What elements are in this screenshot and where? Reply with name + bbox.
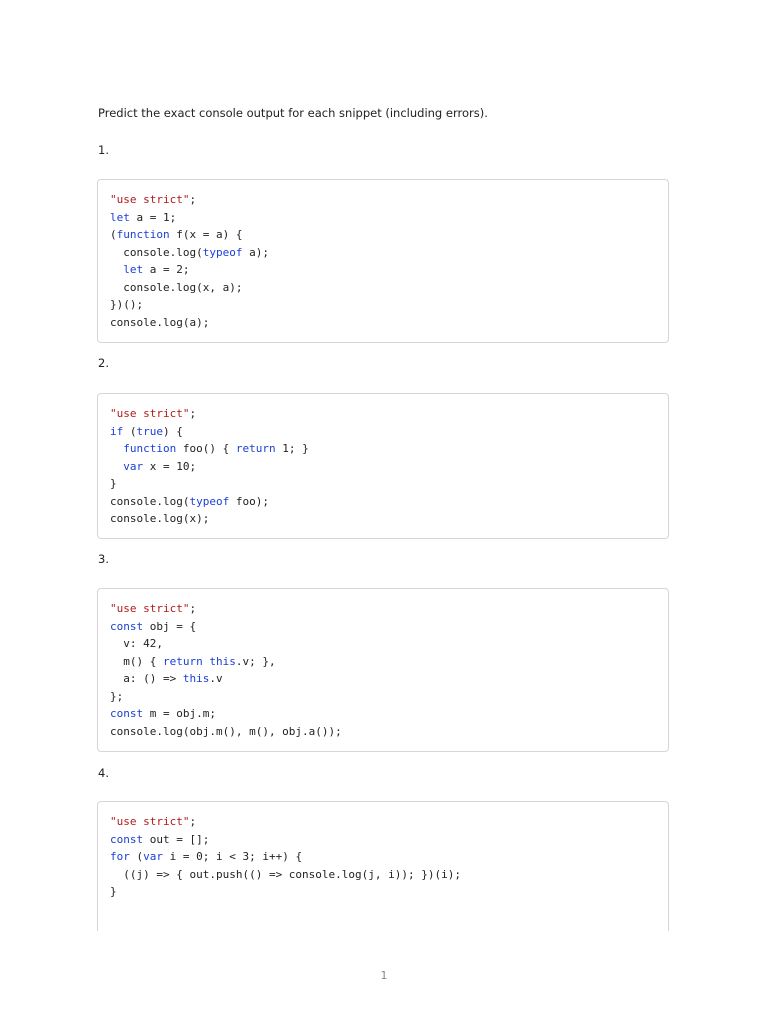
code-token: })(); (110, 298, 144, 311)
code-string: "use strict" (110, 407, 190, 420)
code-token: console.log(x); (110, 512, 210, 525)
code-string: "use strict" (110, 815, 190, 828)
snippet-4-label: 4. (98, 766, 109, 780)
code-token: ) { (163, 424, 183, 438)
code-token: ( (110, 228, 117, 241)
code-keyword: function (123, 442, 177, 455)
code-keyword: typeof (189, 494, 230, 508)
code-token: .v (209, 672, 223, 685)
code-token: ( (123, 424, 137, 438)
code-block-1 (97, 179, 669, 343)
code-keyword: true (136, 424, 163, 438)
code-keyword: const (110, 832, 144, 846)
code-token: a = 2; (143, 263, 190, 276)
code-keyword: const (110, 707, 144, 720)
code-keyword: return (162, 654, 203, 668)
code-keyword: for (110, 850, 130, 863)
code-token: console.log(x, a); (110, 280, 243, 294)
code-token: ; (189, 193, 197, 206)
code-string: "use strict" (110, 193, 190, 206)
code-token: 1; } (275, 442, 309, 455)
code-token: obj = { (143, 619, 197, 633)
code-keyword: const (110, 619, 144, 633)
code-token: ; (189, 407, 197, 420)
code-token (110, 460, 123, 473)
code-token: v: 42, (110, 637, 163, 650)
snippet-2-label: 2. (98, 356, 109, 370)
code-token: } (110, 885, 117, 898)
code-token: ; (189, 602, 197, 615)
code-block-3 (97, 588, 669, 752)
instructions: Predict the exact console output for each snippet (including errors). (98, 106, 488, 120)
code-keyword: typeof (202, 245, 243, 259)
code-token: ((j) => { out.push(() => console.log(j, i)); })(i); (110, 867, 461, 881)
code-keyword: function (116, 228, 170, 241)
code-token: console.log( (110, 494, 190, 508)
code-token: .v; }, (235, 654, 276, 668)
page-number: 1 (380, 969, 388, 982)
code-token: console.log(obj.m(), m(), obj.a()); (110, 724, 342, 738)
code-keyword: this (209, 654, 236, 668)
code-token: m() { (110, 654, 163, 668)
code-keyword: this (182, 672, 210, 685)
code-token: a); (242, 245, 269, 259)
code-token: f(x = a) { (169, 228, 243, 241)
code-token: ; (189, 815, 197, 828)
snippet-3-label: 3. (98, 552, 109, 566)
code-token: ( (129, 850, 144, 863)
code-token: x = 10; (143, 459, 197, 473)
code-token: foo); (229, 494, 269, 508)
code-token: a: () => (110, 672, 183, 685)
code-keyword: return (235, 442, 276, 455)
code-token: } (110, 477, 117, 490)
code-keyword: var (143, 850, 163, 863)
code-token: i = 0; i < 3; i++) { (163, 850, 303, 863)
code-keyword: var (123, 459, 144, 473)
code-token (110, 442, 123, 455)
code-token: m = obj.m; (143, 707, 216, 720)
code-token: console.log(a); (110, 315, 210, 329)
code-text (110, 405, 656, 528)
code-keyword: if (110, 424, 124, 438)
code-text (110, 600, 656, 740)
code-block-4 (97, 801, 669, 931)
code-token: console.log( (110, 245, 203, 259)
code-block-2 (97, 393, 669, 539)
code-token: a = 1; (129, 210, 177, 224)
code-token: }; (110, 689, 124, 703)
code-keyword: let (110, 210, 130, 224)
code-token: foo() { (176, 442, 236, 455)
code-keyword: let (123, 263, 144, 276)
code-token: out = []; (143, 832, 210, 846)
code-token (110, 263, 123, 276)
code-text (110, 191, 656, 331)
snippet-1-label: 1. (98, 143, 109, 157)
code-text (110, 813, 656, 901)
code-string: "use strict" (110, 602, 190, 615)
